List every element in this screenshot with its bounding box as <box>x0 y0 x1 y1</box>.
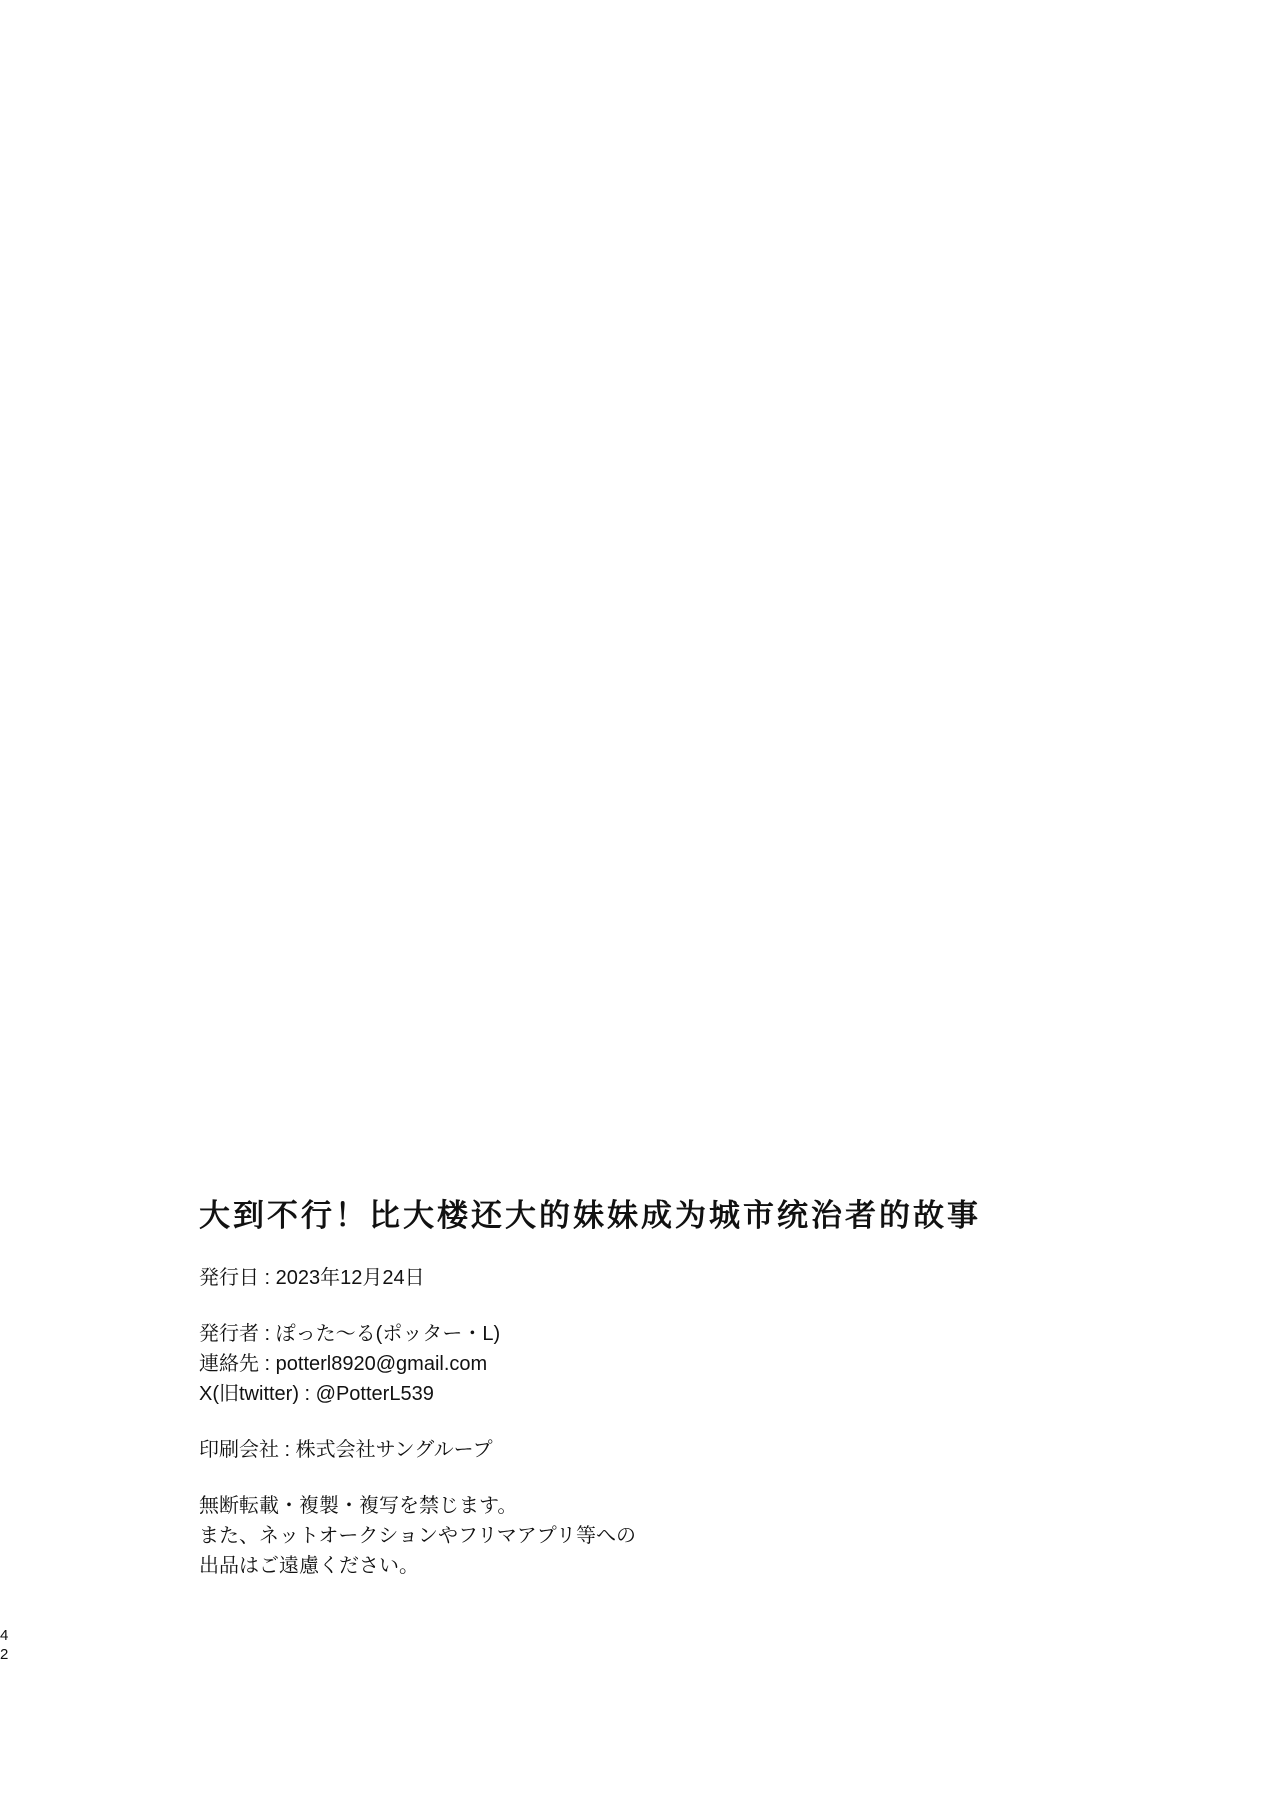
publisher-line: 発行者 : ぽった〜る(ポッター・L) <box>199 1323 501 1345</box>
notice-line-3: 出品はご遠慮ください。 <box>199 1555 419 1577</box>
publisher-contact-block <box>199 1319 1159 1409</box>
colophon-block <box>199 1190 1159 1607</box>
page-number-digit-2: 2 <box>0 1646 9 1663</box>
colophon-title: 大到不行！比大楼还大的妹妹成为城市统治者的故事 <box>199 1198 981 1233</box>
notice-line-2: また、ネットオークションやフリマアプリ等への <box>199 1525 636 1547</box>
copyright-notice-block <box>199 1491 1159 1581</box>
page-number <box>0 1626 16 1664</box>
printer-line: 印刷会社 : 株式会社サングループ <box>199 1439 493 1461</box>
notice-line-1: 無断転載・複製・複写を禁じます。 <box>199 1495 518 1517</box>
page-number-digit-1: 4 <box>0 1627 9 1644</box>
publish-date-line: 発行日 : 2023年12月24日 <box>199 1267 425 1289</box>
contact-email-line: 連絡先 : potterl8920@gmail.com <box>199 1353 488 1375</box>
social-handle-line: X(旧twitter) : @PotterL539 <box>199 1383 434 1405</box>
publish-date-block <box>199 1263 1159 1293</box>
printer-block <box>199 1435 1159 1465</box>
